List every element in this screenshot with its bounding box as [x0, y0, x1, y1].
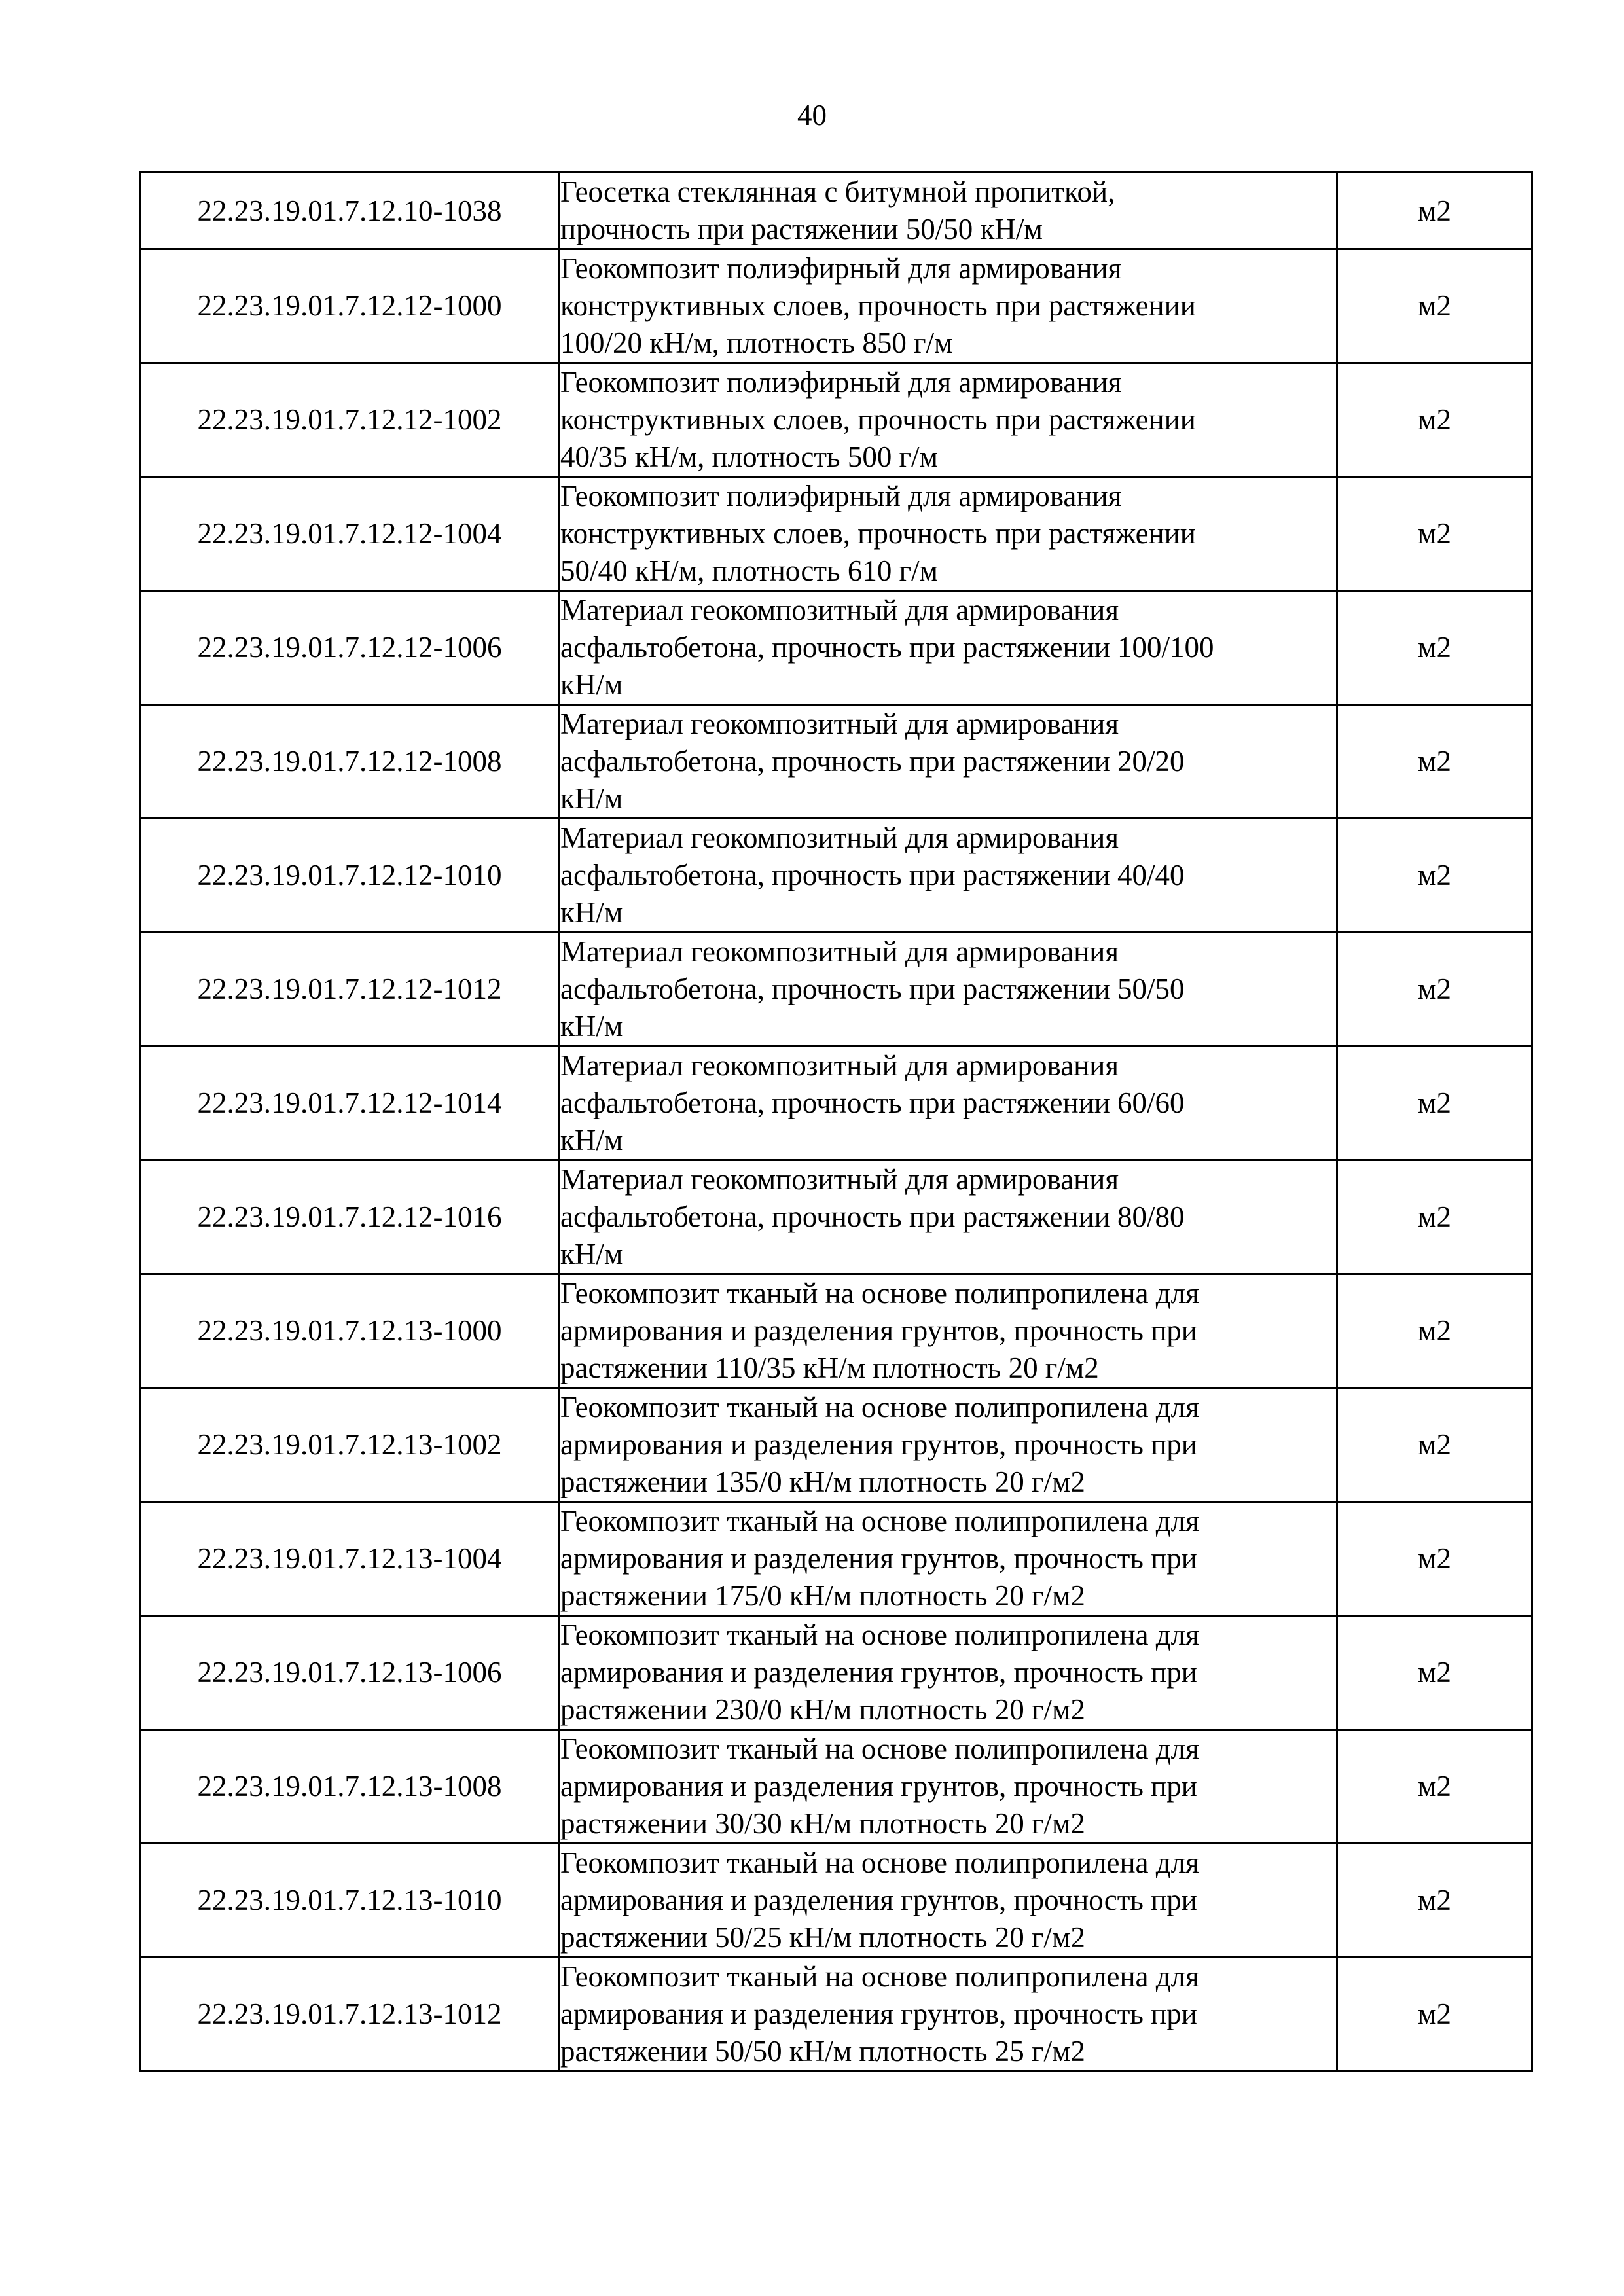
- description-line: прочность при растяжении 50/50 кН/м: [560, 213, 1043, 245]
- description-line: Материал геокомпозитный для армирования: [560, 1049, 1119, 1082]
- description-line: растяжении 135/0 кН/м плотность 20 г/м2: [560, 1465, 1085, 1498]
- description-line: конструктивных слоев, прочность при растяжении: [560, 403, 1196, 436]
- description-line: Материал геокомпозитный для армирования: [560, 821, 1119, 854]
- description-line: Материал геокомпозитный для армирования: [560, 935, 1119, 968]
- description-line: армирования и разделения грунтов, прочность при: [560, 1428, 1197, 1461]
- unit-cell: м2: [1337, 819, 1532, 933]
- description-line: кН/м: [560, 1010, 623, 1043]
- unit-cell: м2: [1337, 705, 1532, 819]
- description-cell: [560, 1844, 1337, 1958]
- description-line: Геокомпозит тканый на основе полипропилена для: [560, 1391, 1199, 1424]
- description-line: Материал геокомпозитный для армирования: [560, 594, 1119, 626]
- description-line: кН/м: [560, 782, 623, 815]
- table-row: [140, 1047, 1532, 1160]
- description-line: асфальтобетона, прочность при растяжении 50/50: [560, 973, 1185, 1005]
- description-cell: [560, 1730, 1337, 1844]
- unit-cell: м2: [1337, 1616, 1532, 1730]
- description-line: армирования и разделения грунтов, прочность при: [560, 1998, 1197, 2030]
- description-line: Материал геокомпозитный для армирования: [560, 1163, 1119, 1196]
- table-row: [140, 249, 1532, 363]
- code-cell: 22.23.19.01.7.12.12-1014: [140, 1047, 560, 1160]
- description-line: Геокомпозит тканый на основе полипропилена для: [560, 1619, 1199, 1651]
- unit-cell: м2: [1337, 249, 1532, 363]
- unit-cell: м2: [1337, 591, 1532, 705]
- description-line: 40/35 кН/м, плотность 500 г/м: [560, 440, 939, 473]
- table-row: [140, 933, 1532, 1047]
- code-cell: 22.23.19.01.7.12.12-1002: [140, 363, 560, 477]
- description-line: растяжении 30/30 кН/м плотность 20 г/м2: [560, 1807, 1085, 1840]
- description-line: конструктивных слоев, прочность при растяжении: [560, 289, 1196, 322]
- code-cell: 22.23.19.01.7.12.13-1006: [140, 1616, 560, 1730]
- description-cell: [560, 477, 1337, 591]
- description-line: 50/40 кН/м, плотность 610 г/м: [560, 554, 939, 587]
- code-cell: 22.23.19.01.7.12.12-1004: [140, 477, 560, 591]
- description-line: армирования и разделения грунтов, прочность при: [560, 1656, 1197, 1689]
- unit-cell: м2: [1337, 1274, 1532, 1388]
- table-row: [140, 1502, 1532, 1616]
- description-line: Геокомпозит полиэфирный для армирования: [560, 480, 1122, 512]
- description-line: асфальтобетона, прочность при растяжении 60/60: [560, 1086, 1185, 1119]
- code-cell: 22.23.19.01.7.12.10-1038: [140, 173, 560, 249]
- table-row: [140, 1160, 1532, 1274]
- description-line: армирования и разделения грунтов, прочность при: [560, 1770, 1197, 1803]
- description-line: Материал геокомпозитный для армирования: [560, 708, 1119, 740]
- description-line: растяжении 50/25 кН/м плотность 20 г/м2: [560, 1921, 1085, 1954]
- description-line: Геокомпозит полиэфирный для армирования: [560, 252, 1122, 285]
- description-line: армирования и разделения грунтов, прочность при: [560, 1314, 1197, 1347]
- page-number: 40: [797, 99, 827, 132]
- description-cell: [560, 591, 1337, 705]
- description-line: асфальтобетона, прочность при растяжении 100/100: [560, 631, 1214, 664]
- description-cell: [560, 1616, 1337, 1730]
- description-cell: [560, 1958, 1337, 2072]
- description-line: армирования и разделения грунтов, прочность при: [560, 1542, 1197, 1575]
- description-line: кН/м: [560, 668, 623, 701]
- description-line: растяжении 110/35 кН/м плотность 20 г/м2: [560, 1352, 1099, 1384]
- description-line: Геосетка стеклянная с битумной пропиткой,: [560, 175, 1115, 208]
- description-cell: [560, 1502, 1337, 1616]
- description-line: конструктивных слоев, прочность при растяжении: [560, 517, 1196, 550]
- code-cell: 22.23.19.01.7.12.12-1012: [140, 933, 560, 1047]
- table-row: [140, 819, 1532, 933]
- description-line: растяжении 50/50 кН/м плотность 25 г/м2: [560, 2035, 1085, 2068]
- description-line: растяжении 230/0 кН/м плотность 20 г/м2: [560, 1693, 1085, 1726]
- unit-cell: м2: [1337, 1047, 1532, 1160]
- table-row: [140, 1844, 1532, 1958]
- code-cell: 22.23.19.01.7.12.13-1000: [140, 1274, 560, 1388]
- code-cell: 22.23.19.01.7.12.12-1016: [140, 1160, 560, 1274]
- description-line: растяжении 175/0 кН/м плотность 20 г/м2: [560, 1579, 1085, 1612]
- description-cell: [560, 705, 1337, 819]
- description-line: Геокомпозит тканый на основе полипропилена для: [560, 1277, 1199, 1310]
- description-line: асфальтобетона, прочность при растяжении 80/80: [560, 1200, 1185, 1233]
- description-line: Геокомпозит полиэфирный для армирования: [560, 366, 1122, 399]
- table-row: [140, 1388, 1532, 1502]
- description-cell: [560, 1274, 1337, 1388]
- description-cell: [560, 363, 1337, 477]
- description-cell: [560, 933, 1337, 1047]
- description-cell: [560, 1388, 1337, 1502]
- unit-cell: м2: [1337, 1502, 1532, 1616]
- description-line: кН/м: [560, 1238, 623, 1270]
- code-cell: 22.23.19.01.7.12.13-1012: [140, 1958, 560, 2072]
- code-cell: 22.23.19.01.7.12.12-1010: [140, 819, 560, 933]
- table-row: [140, 705, 1532, 819]
- code-cell: 22.23.19.01.7.12.12-1000: [140, 249, 560, 363]
- description-cell: [560, 249, 1337, 363]
- description-line: Геокомпозит тканый на основе полипропилена для: [560, 1960, 1199, 1993]
- code-cell: 22.23.19.01.7.12.12-1006: [140, 591, 560, 705]
- code-cell: 22.23.19.01.7.12.13-1010: [140, 1844, 560, 1958]
- unit-cell: м2: [1337, 1160, 1532, 1274]
- code-cell: 22.23.19.01.7.12.13-1008: [140, 1730, 560, 1844]
- unit-cell: м2: [1337, 363, 1532, 477]
- code-cell: 22.23.19.01.7.12.12-1008: [140, 705, 560, 819]
- description-line: 100/20 кН/м, плотность 850 г/м: [560, 327, 953, 359]
- unit-cell: м2: [1337, 173, 1532, 249]
- table-row: [140, 477, 1532, 591]
- description-line: асфальтобетона, прочность при растяжении 20/20: [560, 745, 1185, 778]
- table-row: [140, 591, 1532, 705]
- description-cell: [560, 1047, 1337, 1160]
- unit-cell: м2: [1337, 1958, 1532, 2072]
- table-row: [140, 363, 1532, 477]
- code-cell: 22.23.19.01.7.12.13-1002: [140, 1388, 560, 1502]
- unit-cell: м2: [1337, 1388, 1532, 1502]
- table-row: [140, 1958, 1532, 2072]
- description-cell: [560, 1160, 1337, 1274]
- unit-cell: м2: [1337, 1844, 1532, 1958]
- description-line: армирования и разделения грунтов, прочность при: [560, 1884, 1197, 1916]
- unit-cell: м2: [1337, 477, 1532, 591]
- table-row: [140, 173, 1532, 249]
- table-row: [140, 1274, 1532, 1388]
- description-line: Геокомпозит тканый на основе полипропилена для: [560, 1505, 1199, 1537]
- resource-codes-table: [139, 171, 1533, 2072]
- description-line: кН/м: [560, 1124, 623, 1157]
- code-cell: 22.23.19.01.7.12.13-1004: [140, 1502, 560, 1616]
- table-row: [140, 1616, 1532, 1730]
- table-body: [140, 173, 1532, 2072]
- description-line: Геокомпозит тканый на основе полипропилена для: [560, 1732, 1199, 1765]
- table-row: [140, 1730, 1532, 1844]
- description-line: Геокомпозит тканый на основе полипропилена для: [560, 1846, 1199, 1879]
- unit-cell: м2: [1337, 1730, 1532, 1844]
- unit-cell: м2: [1337, 933, 1532, 1047]
- description-line: асфальтобетона, прочность при растяжении 40/40: [560, 859, 1185, 891]
- description-line: кН/м: [560, 896, 623, 929]
- description-cell: [560, 819, 1337, 933]
- description-cell: [560, 173, 1337, 249]
